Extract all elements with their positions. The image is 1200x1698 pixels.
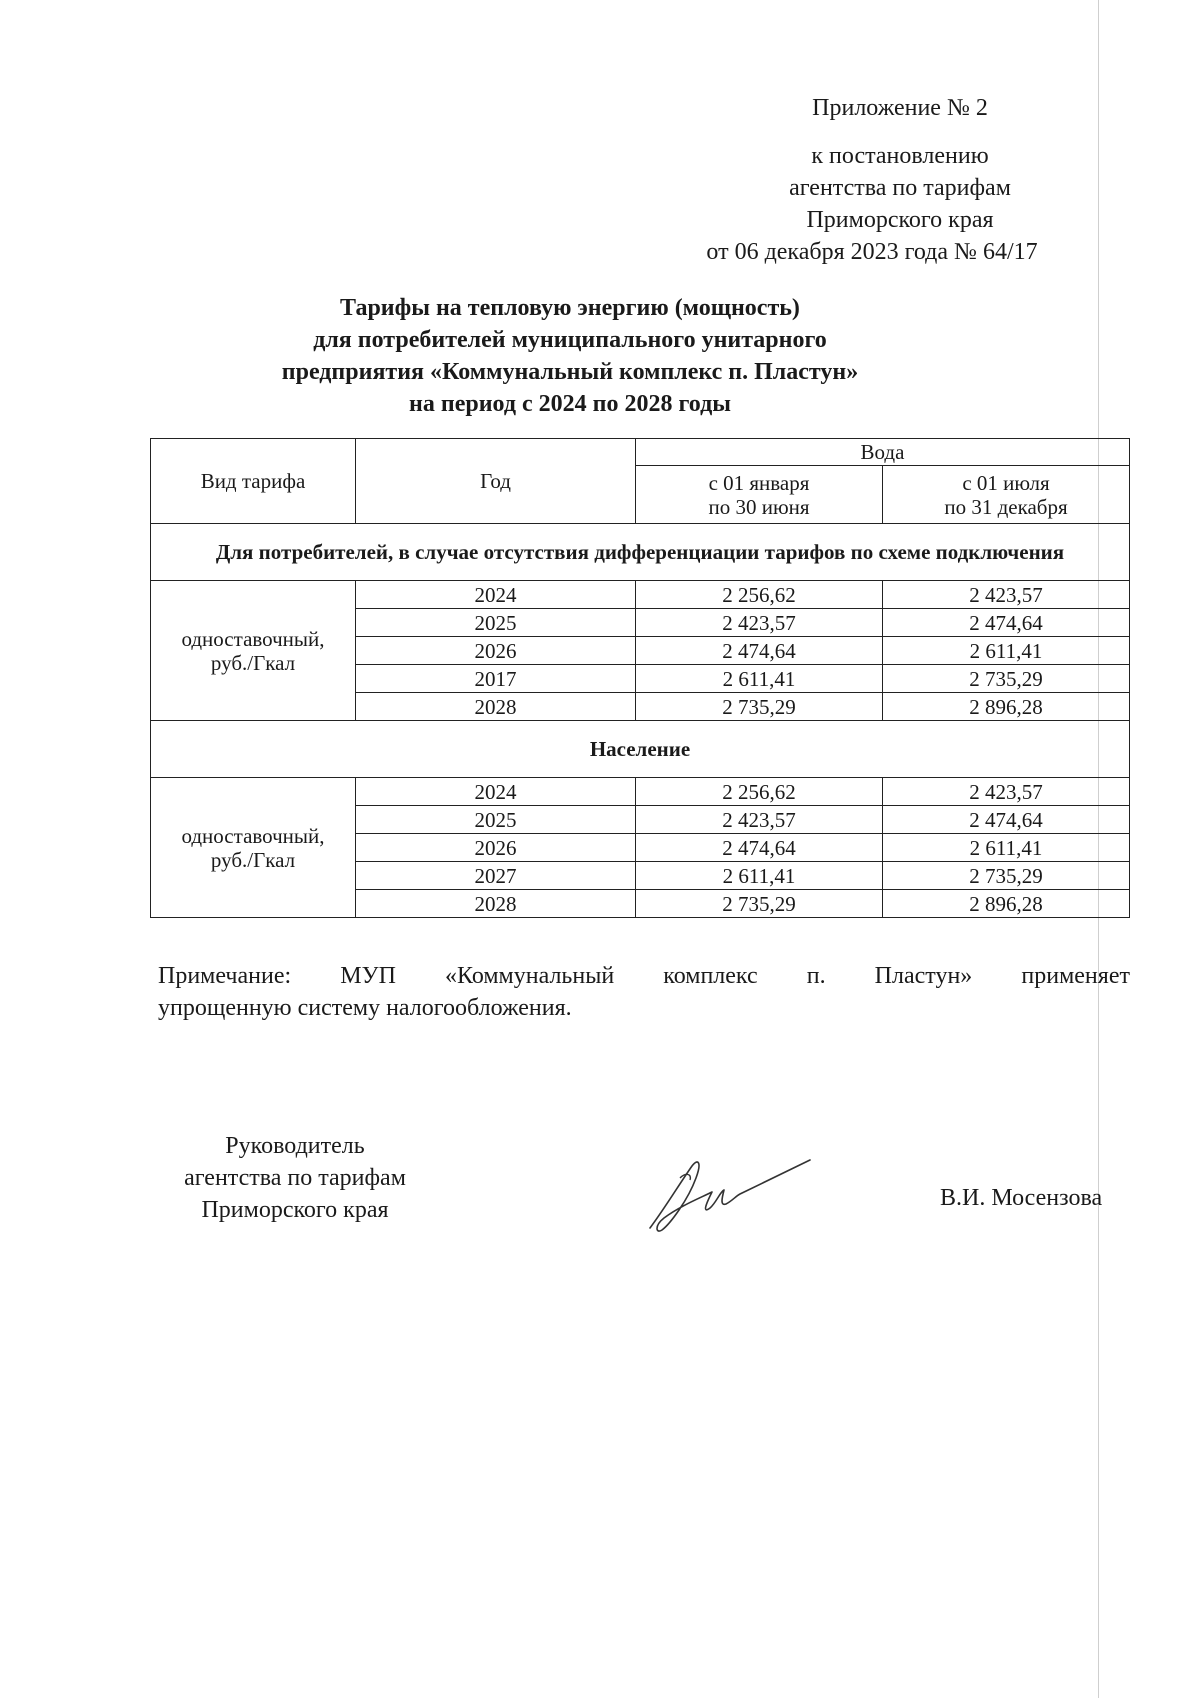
section-title: Для потребителей, в случае отсутствия дифференциации тарифов по схеме подключения xyxy=(151,524,1130,581)
value-cell: 2 423,57 xyxy=(636,609,883,637)
note-word: Пластун» xyxy=(874,963,973,989)
value-cell: 2 611,41 xyxy=(636,665,883,693)
value-cell: 2 474,64 xyxy=(636,834,883,862)
header-period-2-line: с 01 июля xyxy=(962,470,1050,495)
title-line: Тарифы на тепловую энергию (мощность) xyxy=(340,295,800,321)
appendix-label: Приложение № 2 xyxy=(812,95,988,121)
value-cell: 2 423,57 xyxy=(636,806,883,834)
table-row xyxy=(151,778,1130,806)
value-cell: 2 735,29 xyxy=(883,665,1130,693)
document-title xyxy=(150,292,990,420)
value-cell: 2 474,64 xyxy=(883,806,1130,834)
section-row xyxy=(151,524,1130,581)
value-cell: 2 896,28 xyxy=(883,890,1130,918)
note-word: МУП xyxy=(340,963,396,989)
value-cell: 2 611,41 xyxy=(883,834,1130,862)
value-cell: 2 256,62 xyxy=(636,581,883,609)
year-cell: 2028 xyxy=(356,693,636,721)
decree-reference xyxy=(700,140,1100,268)
section-row xyxy=(151,721,1130,778)
value-cell: 2 423,57 xyxy=(883,581,1130,609)
handwritten-signature xyxy=(640,1148,820,1238)
position-line: Приморского края xyxy=(201,1197,389,1223)
note-word: применяет xyxy=(1021,963,1130,989)
header-tariff-type: Вид тарифа xyxy=(151,439,356,524)
year-cell: 2024 xyxy=(356,581,636,609)
tariff-type-line: руб./Гкал xyxy=(210,650,296,675)
tariff-type-cell xyxy=(151,778,356,918)
header-year: Год xyxy=(356,439,636,524)
decree-line: Приморского края xyxy=(806,207,994,233)
decree-line: к постановлению xyxy=(811,143,989,169)
year-cell: 2017 xyxy=(356,665,636,693)
year-cell: 2026 xyxy=(356,834,636,862)
header-water: Вода xyxy=(636,439,1130,466)
value-cell: 2 474,64 xyxy=(883,609,1130,637)
year-cell: 2025 xyxy=(356,609,636,637)
year-cell: 2024 xyxy=(356,778,636,806)
note-line-1 xyxy=(158,960,1130,992)
note-word: п. xyxy=(806,963,826,989)
table-header-row xyxy=(151,439,1130,466)
year-cell: 2026 xyxy=(356,637,636,665)
title-line: предприятия «Коммунальный комплекс п. Пластун» xyxy=(281,359,859,385)
title-line: на период с 2024 по 2028 годы xyxy=(409,391,731,417)
note-line-2: упрощенную систему налогообложения. xyxy=(158,995,572,1021)
value-cell: 2 423,57 xyxy=(883,778,1130,806)
note-word: Примечание: xyxy=(158,963,292,989)
header-period-2 xyxy=(883,466,1130,524)
title-line: для потребителей муниципального унитарного xyxy=(313,327,827,353)
table-row xyxy=(151,581,1130,609)
header-period-1-line: по 30 июня xyxy=(708,494,810,519)
header-period-1-line: с 01 января xyxy=(708,470,810,495)
tariff-type-line: одноставочный, xyxy=(181,626,325,651)
tariff-type-line: одноставочный, xyxy=(181,823,325,848)
tariff-type-line: руб./Гкал xyxy=(210,847,296,872)
value-cell: 2 256,62 xyxy=(636,778,883,806)
value-cell: 2 896,28 xyxy=(883,693,1130,721)
signatory-position xyxy=(155,1130,435,1226)
value-cell: 2 611,41 xyxy=(883,637,1130,665)
note-paragraph xyxy=(158,960,1130,1024)
signatory-name: В.И. Мосензова xyxy=(940,1185,1103,1211)
tariff-table xyxy=(150,438,1130,918)
value-cell: 2 611,41 xyxy=(636,862,883,890)
decree-line: агентства по тарифам xyxy=(789,175,1011,201)
tariff-type-cell xyxy=(151,581,356,721)
note-word: комплекс xyxy=(663,963,758,989)
value-cell: 2 735,29 xyxy=(883,862,1130,890)
position-line: агентства по тарифам xyxy=(184,1165,406,1191)
year-cell: 2027 xyxy=(356,862,636,890)
header-period-2-line: по 31 декабря xyxy=(944,494,1068,519)
section-title: Население xyxy=(151,721,1130,778)
header-period-1 xyxy=(636,466,883,524)
value-cell: 2 474,64 xyxy=(636,637,883,665)
decree-line: от 06 декабря 2023 года № 64/17 xyxy=(706,239,1038,265)
year-cell: 2025 xyxy=(356,806,636,834)
value-cell: 2 735,29 xyxy=(636,890,883,918)
note-word: «Коммунальный xyxy=(445,963,615,989)
year-cell: 2028 xyxy=(356,890,636,918)
value-cell: 2 735,29 xyxy=(636,693,883,721)
position-line: Руководитель xyxy=(225,1133,365,1159)
